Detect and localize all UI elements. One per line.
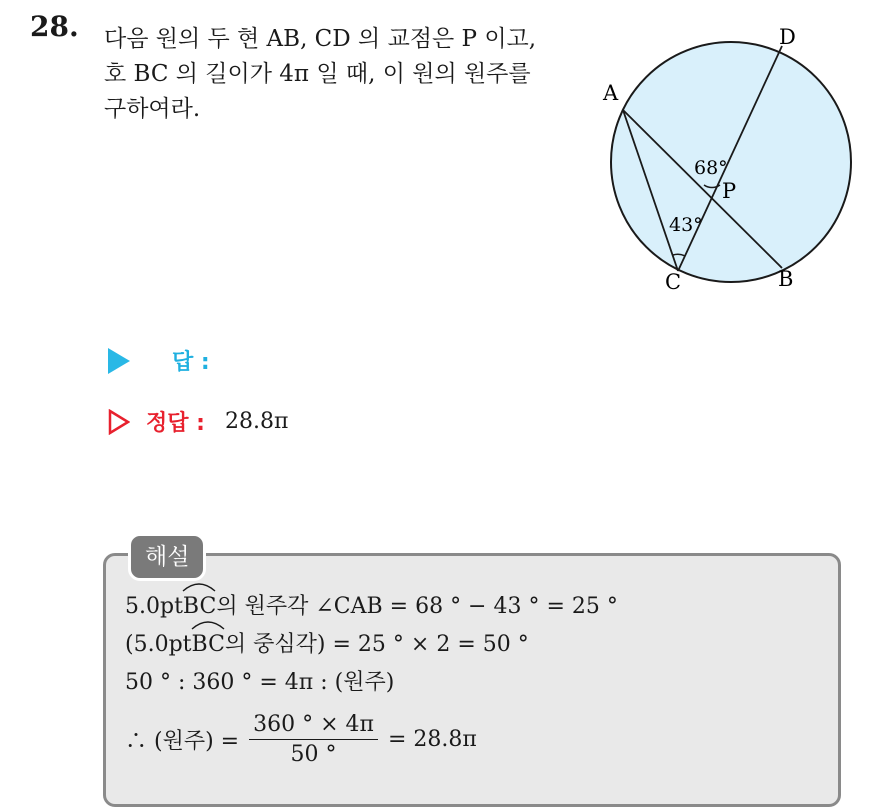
arc-mark-icon	[190, 618, 226, 630]
outline-triangle-icon	[108, 409, 130, 435]
explanation-tab: 해설	[128, 533, 206, 581]
angle-label-c: 43°	[669, 214, 703, 236]
correct-answer-value: 28.8π	[224, 409, 289, 434]
arc-bc-2	[192, 626, 225, 664]
line2-open: (5.0pt	[125, 632, 192, 657]
line1-prefix: 5.0pt	[125, 594, 183, 619]
line2-arc-label: BC	[191, 632, 225, 657]
correct-answer-row	[108, 406, 288, 437]
line2-rest: 의 중심각) = 25 ° × 2 = 50 °	[224, 632, 529, 657]
play-icon	[108, 348, 130, 374]
explanation-line-3: 50 ° : 360 ° = 4π : (원주)	[125, 670, 395, 695]
line1-rest: 의 원주각 ∠CAB = 68 ° − 43 ° = 25 °	[216, 594, 618, 619]
arc-mark-icon	[181, 580, 217, 592]
label-d: D	[779, 25, 796, 49]
label-b: B	[778, 267, 794, 291]
angle-label-p: 68°	[694, 157, 728, 179]
question-text	[104, 22, 584, 127]
line4-rhs: = 28.8π	[387, 727, 477, 752]
fraction-numerator: 360 ° × 4π	[249, 712, 378, 740]
line1-arc-label: BC	[182, 594, 217, 619]
line4-lhs: ∴ (원주) =	[125, 729, 240, 754]
label-p: P	[722, 179, 737, 203]
correct-answer-label: 정답 :	[146, 411, 205, 436]
question-number: 28.	[30, 10, 79, 43]
question-line-3: 구하여라.	[104, 96, 201, 122]
fraction-denominator: 50 °	[290, 742, 337, 767]
explanation-line-2	[125, 626, 618, 664]
explanation-lines	[125, 588, 618, 702]
answer-row	[108, 345, 210, 376]
fraction	[249, 712, 378, 767]
circle	[611, 42, 851, 282]
circle-figure	[595, 20, 865, 300]
question-line-1: 다음 원의 두 현 AB, CD 의 교점은 P 이고,	[104, 26, 537, 52]
answer-label: 답 :	[172, 350, 210, 375]
question-line-2: 호 BC 의 길이가 4π 일 때, 이 원의 원주를	[104, 61, 531, 87]
label-c: C	[665, 270, 682, 294]
explanation-line-4	[125, 712, 477, 767]
label-a: A	[603, 81, 619, 105]
